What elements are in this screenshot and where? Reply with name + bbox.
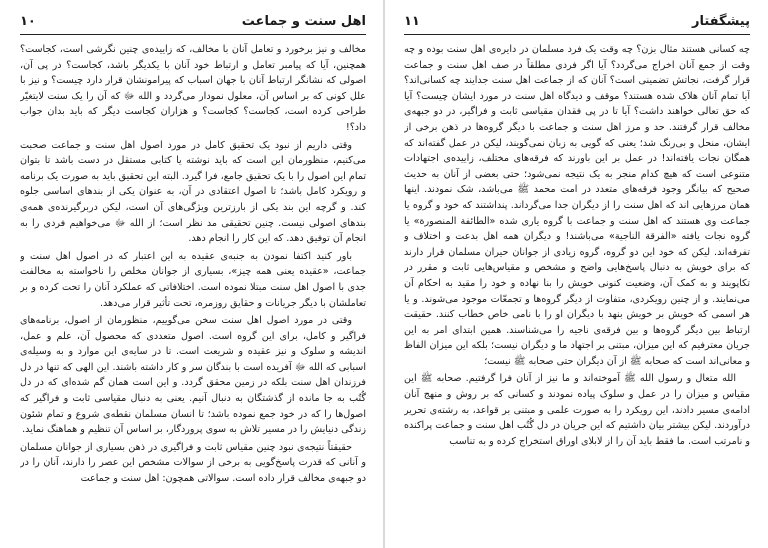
spine-gutter — [383, 0, 385, 548]
paragraph: مخالف و نیز برخورد و تعامل آنان با مخالف، که زاییده‌ی چنین نگرشی است، کجاست؟ همچنین، آیا که پیامبر تعامل و ارتباط خود آنان با یکدیگر باشد، کجاست؟ در پی آن، اصولی که نشانگر ارتباط آنان با جهان اسباب که پیرامونشان قرار دارد چیست؟ و نیز با علل کونی که بر اساس آن، معلول نمودار می‌گردد و الله ﷻ که آن را یک سنت لایتغیّر طراحی کرده است، کجاست؟ کجاست؟ و هزاران کجاست دیگر که باید بدان جواب داد؟! — [20, 44, 366, 133]
left-page-number: ۱۰ — [20, 14, 36, 29]
left-page — [8, 0, 378, 548]
right-running-title: پیشگفتار — [691, 14, 750, 29]
right-page — [392, 0, 762, 548]
left-page-header — [20, 14, 366, 32]
paragraph: وقتی در مورد اصول اهل سنت سخن می‌گوییم، منظورمان از اصول، برنامه‌های فراگیر و کامل، برای این گروه است. اصول متعددی که محصول آن، علم و عمل، اندیشه و سلوک و نیز عقیده و شریعت است. تا در سایه‌ی این موارد و به وسیله‌ی اسبابی که الله ﷻ آفریده است با بندگان سر و کار داشته باشند. این الهی که تنها در دل فرزندان اهل سنت بلکه در زمین محقق گردد. و این است همان گم شده‌ای که در دل گُتُب به جا مانده از گذشتگان به دنبال آنیم. یعنی به دنبال مقیاسی ثابت و فراگیر که اصول‌ها را که در خود جمع نموده باشد؛ تا انسان مسلمان نقطه‌ی شروع و تمام شئون زندگی دنیایش را در مسیر تلاش به سوی پروردگار، بر اساس آن تنظیم و هماهنگ نماید. — [20, 315, 366, 436]
left-running-title: اهل سنت و جماعت — [241, 14, 366, 29]
right-page-header — [404, 14, 750, 32]
paragraph: حقیقتاً نتیجه‌ی نبود چنین مقیاس ثابت و فراگیری در ذهن بسیاری از جوانان مسلمان و آنانی که قدرت پاسخ‌گویی به برخی از سوالات مشخص این عصر را دارند، آنان را در دو جبهه‌ی مخالف قرار داده است. سوالاتی همچون: اهل سنت و جماعت — [20, 441, 366, 485]
paragraph: چه کسانی هستند مثال بزن؟ چه وقت یک فرد مسلمان در دایره‌ی اهل سنت بوده و چه وقت از جمع آنان اخراج می‌گردد؟ آیا اگر فردی مطلقاً در صف اهل سنت و جماعت قرار گرفت، نجاتش تضمینی است؟ آنان که از جماعت اهل سنت جدایند چه کسانی‌اند؟ آیا تمام آنان هلاک شده هستند؟ موقف و دیدگاه اهل سنت در مورد ایشان چیست؟ آیا که حق تعالی خواهند داشت؟ آیا تا در پی فقدان مقیاسی ثابت و فراگیر، در دو جبهه‌ی مخالف قرار گرفتند. حد و مرز اهل سنت و جماعت با دیگر گروه‌ها در ذهن برخی از ایشان، منحل و بی‌رنگ شد؛ یعنی که گویی به زبان نمی‌گویند، لیکن در عمل گفته‌اند که همگان نجات یافته‌اند! در عمل بر این باورند که فرقه‌های مختلف، زاییده‌ی اجتهادات متنوعی است که هیچ کدام منجر به یک نتیجه نمی‌شود؛ حتی بعضی از آنان به حدیث صحیح که بیانگر وجود فرقه‌های متعدد در امت محمد ﷺ می‌باشد، شک نمودند. اینها همان مرزهایی اند که اهل سنت را از دیگران جدا می‌گرداند. پنداشتند که خود و گروه یا جماعت وی هستند که اهل سنت و جماعت با گروه یاری شده «الطائفة المنصورة» یا گروه نجات یافته «الفرقة الناجیة» می‌باشند! و دیگران همه اهل بدعت و اختلاف و تفرقه‌اند. لیکن که خود این دو گروه، گروه زیادی از جوانان حیران مسلمان قرار دارند که برای خویش به دنبال پاسخ‌هایی واضح و مشخص و مقیاس‌هایی ثابت و مقرر در تکاپویند و به کمک آن، وضعیت کنونی خویش را بنا نهاده و خود را مقید به احکام آن می‌نمایند. و از چنین رویکردی، متفاوت از دیگر گروه‌ها و تجمعّات موجود می‌شوند. و یا هر اسمی که خویش بر خویش بنهد با دیگران او را با نامی خاص خطاب کنند. حقیقت ارتباط بین دیگر گروه‌ها و بین فرقه‌ی ناجیه را می‌شناسند. همین ابتدای امر به این جریان معترفیم که این میزان، مبتنی بر اجتهاد ما و دیگران نیست؛ بلکه این میزان الفاظ و معانی‌اند است که صحابه ﷺ از آن دیگران حتی صحابه ﷺ نیست؛ — [404, 44, 750, 367]
right-page-number: ۱۱ — [404, 14, 420, 29]
right-header-rule — [404, 34, 750, 35]
paragraph: وقتی داریم از نبود یک تحقیق کامل در مورد اصول اهل سنت و جماعت صحبت می‌کنیم، منظورمان این است که باید نوشته یا کتابی مستقل در دست باشد تا بتوان تمام این اصول را با یک تحقیق جامع، فرا گیرد. البته این تحقیق باید به صورت یک برنامه و رویکرد کامل باشد؛ تا اصول اعتقادی در آن، به عنوان یکی از بندهای اساسی جلوه کند. و گرچه این بند یکی از بارزترین ویژگی‌های آن است، لیکن دربرگیرنده‌ی همه‌ی بندهای اصولی نیست. چنین تحقیقی مد نظر است؛ از الله ﷻ می‌خواهیم فردی را به انجام آن توفیق دهد. که این کار را انجام دهد. — [20, 139, 366, 245]
right-page-body — [404, 42, 750, 544]
paragraph: باور کنید اکتفا نمودن به جنبه‌ی عقیده به این اعتبار که در اصول اهل سنت و جماعت، «عقیده یعنی همه چیز»، بسیاری از جوانان مخلص را ناخواسته به مخالفت جدی با اصول اهل سنت مبتلا نموده است. اختلافاتی که عملکرد آنان را تحت کرده و بر تعاملشان با دیگر جریانات و حقایق روزمره، تحت تأثیر قرار می‌دهد. — [20, 250, 366, 309]
left-header-rule — [20, 34, 366, 35]
paragraph: الله متعال و رسول الله ﷺ آموخته‌اند و ما نیز از آنان فرا گرفتیم. صحابه ﷺ این مقیاس و میزان را در عمل و سلوک پیاده نمودند و کسانی که بر روش و منهج آنان ادامه‌ی مسیر دادند، این رویکرد را به صورت علمی و مبتنی بر قواعد، به رشته‌ی تحریر درآوردند. لیکن بیشتر بیان داشتیم که این جریان در دل گُتُب اهل سنت و جماعت پراکنده و نامرتب است. ما فقط باید آن را از لابلای اوراق استخراج کرده و به تناسب — [404, 373, 750, 447]
left-page-body — [20, 42, 366, 544]
